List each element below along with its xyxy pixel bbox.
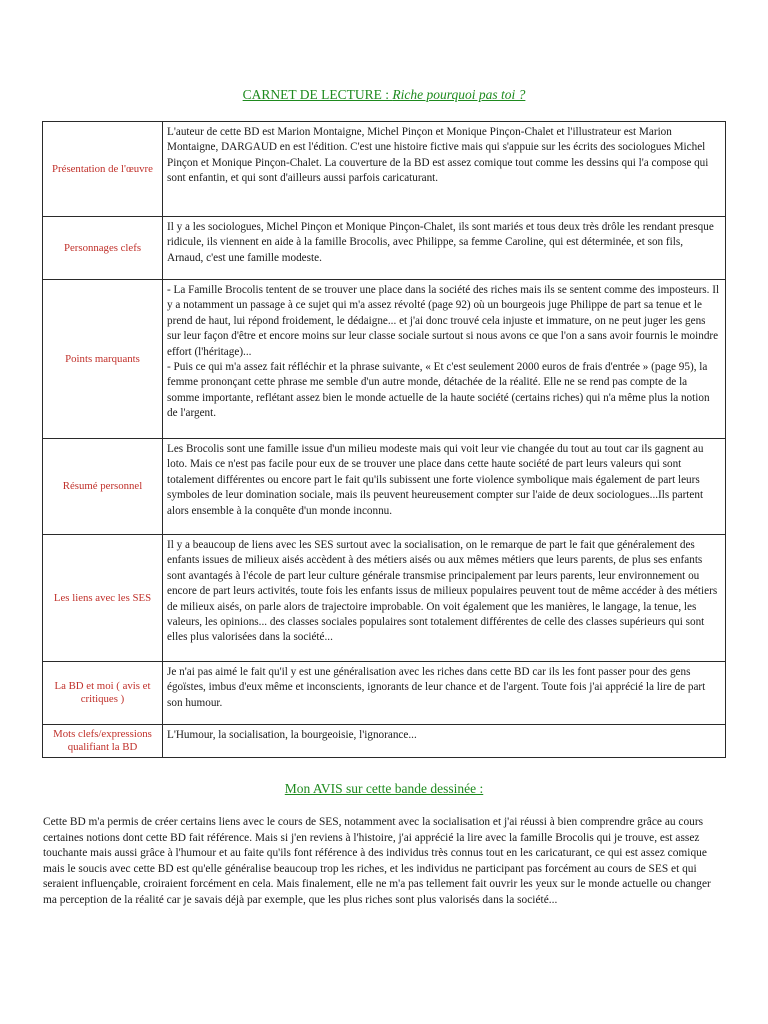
- table-row: [43, 280, 726, 439]
- title-book: Riche pourquoi pas toi ?: [392, 87, 526, 102]
- table-row: [43, 535, 726, 662]
- row-paragraph: - Puis ce qui m'a assez fait réfléchir et la phrase suivante, « Et c'est seulement 2000 euros de frais d'entrée » (page 95), la femme prononçant cette phrase me semble d'un autre monde, détachée de la réalité. Elle ne se rend pas compte de la somme importante, reflétant assez bien le monde actuelle de la haute société (certains riches) qui n'a même plus la notion de l'argent.: [167, 361, 710, 420]
- table-row: [43, 122, 726, 217]
- row-paragraph: - La Famille Brocolis tentent de se trouver une place dans la société des riches mais ils se sentent comme des imposteurs. Il y a notamment un passage à ce sujet qui m'a assez révolté (page 92) où un bourgeois juge Philippe de part sa tenue et le prend de haut, lui répond froidement, le dédaigne... et j'ai donc trouvé cela injuste et immature, on ne peut juger les gens sur leur façon d'être et encore moins sur leur classe sociale surtout si nous avons ce que l'on a sans avoir fournis le moindre effort (l'héritage)...: [167, 284, 720, 358]
- row-content: [163, 662, 726, 725]
- row-content: [163, 217, 726, 280]
- table-row: [43, 662, 726, 725]
- row-label: Personnages clefs: [43, 217, 163, 280]
- page-title: [0, 87, 768, 103]
- row-label: Mots clefs/expressions qualifiant la BD: [43, 725, 163, 758]
- row-label: Les liens avec les SES: [43, 535, 163, 662]
- row-label: Présentation de l'œuvre: [43, 122, 163, 217]
- avis-paragraph: Cette BD m'a permis de créer certains liens avec le cours de SES, notamment avec la socialisation et j'ai réussi à bien comprendre grâce au cours certaines notions dont cette BD fait référence. Mais si j'en reviens à l'histoire, j'ai apprécié la lire avec la famille Brocolis qui je trouve, est assez touchante mais aussi grâce à l'humour et au faite qu'ils font référence à des individus très connus tout en les caricaturant, ce qui est assez comique mais le soucis avec cette BD est qu'elle généralise beaucoup trop les riches, et les individus ne participant pas forcément au cours de SES et qui seraient influençable, croiraient forcément en cela. Mais finalement, elle ne m'a pas tellement fait ouvrir les yeux sur le monde actuelle ou changer ma perception de la réalité car je savais déjà par exemple, que les plus riches sont plus valorisés dans la société...: [43, 816, 711, 906]
- row-content: [163, 725, 726, 758]
- row-paragraph: Je n'ai pas aimé le fait qu'il y est une généralisation avec les riches dans cette BD car ils les font passer pour des gens égoïstes, imbus d'eux même et inconscients, ignorants de leur chance et de l'argent. Toute fois j'ai apprécié la lire de part son humour.: [167, 666, 706, 709]
- row-content: [163, 439, 726, 535]
- avis-heading: Mon AVIS sur cette bande dessinée :: [284, 781, 484, 796]
- row-paragraph: L'auteur de cette BD est Marion Montaigne, Michel Pinçon et Monique Pinçon-Chalet et l'illustrateur est Marion Montaigne, DARGAUD en est l'édition. C'est une histoire fictive mais qui s'appuie sur les écrits des sociologues Michel Pinçon et Monique Pinçon-Chalet. La couverture de la BD est assez comique tout comme les dessins qui l'a compose qui sont enfantin, et qui sont d'ailleurs aussi parfois caricaturant.: [167, 126, 709, 185]
- reading-log-table: [42, 121, 726, 758]
- table-row: [43, 725, 726, 758]
- table-row: [43, 217, 726, 280]
- row-paragraph: L'Humour, la socialisation, la bourgeoisie, l'ignorance...: [167, 729, 417, 741]
- row-label: Résumé personnel: [43, 439, 163, 535]
- row-content: [163, 122, 726, 217]
- table-row: [43, 439, 726, 535]
- row-content: [163, 280, 726, 439]
- row-paragraph: Il y a les sociologues, Michel Pinçon et Monique Pinçon-Chalet, ils sont mariés et tous deux très drôle les rendant presque ridicule, ils viennent en aide à la famille Brocolis, avec Philippe, sa femme Caroline, qui est déterminée, et son fils, Arnaud, c'est une famille modeste.: [167, 221, 714, 264]
- row-label: Points marquants: [43, 280, 163, 439]
- row-content: [163, 535, 726, 662]
- row-paragraph: Les Brocolis sont une famille issue d'un milieu modeste mais qui voit leur vie changée du tout au tout car ils gagnent au loto. Mais ce n'est pas facile pour eux de se trouver une place dans cette haute société de part leurs valeurs qui sont totalement différentes ou encore part le fait qu'ils subissent une forte violence symbolique mais également de part leurs symboles de leur domination sociale, mais ils peuvent heureusement compter sur l'aide de deux sociologues...Ils partent alors ensemble à la conquête d'un monde inconnu.: [167, 443, 704, 517]
- title-prefix: CARNET DE LECTURE :: [242, 87, 393, 102]
- row-paragraph: Il y a beaucoup de liens avec les SES surtout avec la socialisation, on le remarque de part le fait que généralement des enfants issues de milieux aisés accèdent à des métiers aisés ou aux mêmes métiers que leurs parents, de plus ses enfants sont avantagés à l'école de part leur culture générale transmise principalement par leurs parents, leur environnement ou encore de part leurs activités, toute fois les enfants issus de milieux populaires peuvent tout de même accéder à des métiers de milieux aisés, on parle alors de trajectoire improbable. On voit également que les manières, le langage, la tenue, les valeurs, les opinions... des classes sociales populaires sont totalement différentes de celle des classes supérieurs qui sont elles plus valorisées dans la société...: [167, 539, 718, 644]
- row-label: La BD et moi ( avis et critiques ): [43, 662, 163, 725]
